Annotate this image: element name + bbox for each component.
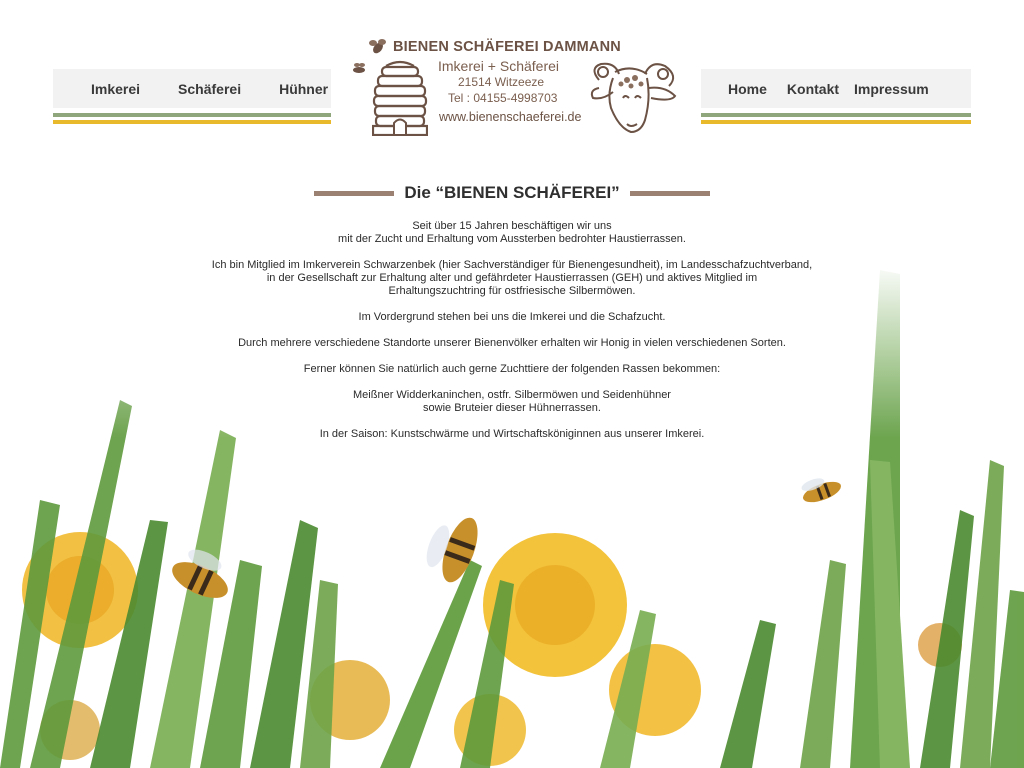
intro-paragraph bbox=[130, 337, 894, 350]
intro-line: Im Vordergrund stehen bei uns die Imkerei und die Schafzucht. bbox=[358, 311, 666, 323]
intro-paragraph bbox=[130, 428, 894, 441]
intro-line: Ferner können Sie natürlich auch gerne Zuchttiere der folgenden Rassen bekommen: bbox=[303, 363, 721, 375]
nav-link-huehner[interactable]: Hühner bbox=[279, 80, 329, 97]
nav-link-imkerei[interactable]: Imkerei bbox=[91, 80, 141, 97]
intro-line: In der Saison: Kunstschwärme und Wirtschaftsköniginnen aus unserer Imkerei. bbox=[319, 428, 705, 440]
nav-right-stripes bbox=[701, 113, 971, 127]
intro-paragraph bbox=[130, 259, 894, 298]
intro-paragraph bbox=[130, 220, 894, 246]
intro-line: Meißner Widderkaninchen, ostfr. Silbermöwen und Seidenhühner bbox=[353, 389, 671, 401]
intro-paragraph bbox=[130, 389, 894, 415]
logo-phone: Tel : 04155-4998703 bbox=[448, 91, 558, 105]
logo-subtitle: Imkerei + Schäferei bbox=[438, 58, 559, 74]
intro-line: Erhaltungszuchtring für ostfriesische Silbermöwen. bbox=[388, 285, 636, 297]
intro-line: in der Gesellschaft zur Erhaltung alter und gefährdeter Haustierrassen (GEH) und aktives Mitglied im bbox=[266, 272, 758, 284]
heading-bar-right bbox=[630, 191, 710, 196]
logo-address: 21514 Witzeeze bbox=[458, 75, 545, 89]
intro-line: sowie Bruteier dieser Hühnerrassen. bbox=[423, 402, 601, 414]
intro-text bbox=[130, 220, 894, 454]
bee-small-icon bbox=[349, 61, 369, 77]
bee-icon bbox=[367, 36, 389, 58]
logo-url: www.bienenschaeferei.de bbox=[439, 110, 582, 124]
heading-row bbox=[0, 183, 1024, 203]
nav-link-impressum[interactable]: Impressum bbox=[854, 80, 929, 97]
nav-left bbox=[53, 69, 331, 108]
page-title: Die “BIENEN SCHÄFEREI” bbox=[404, 183, 620, 202]
heading-bar-left bbox=[314, 191, 394, 196]
nav-right bbox=[701, 69, 971, 108]
intro-line: mit der Zucht und Erhaltung vom Aussterben bedrohter Haustierrassen. bbox=[338, 233, 686, 245]
nav-link-home[interactable]: Home bbox=[728, 80, 767, 97]
site-logo[interactable] bbox=[345, 34, 685, 144]
intro-line: Ich bin Mitglied im Imkerverein Schwarzenbek (hier Sachverständiger für Bienengesundheit), im Landesschafzuchtverband, bbox=[211, 259, 813, 271]
sheep-icon bbox=[585, 58, 681, 136]
nav-left-stripes bbox=[53, 113, 331, 127]
nav-link-kontakt[interactable]: Kontakt bbox=[786, 80, 840, 97]
intro-paragraph bbox=[130, 311, 894, 324]
logo-title: BIENEN SCHÄFEREI DAMMANN bbox=[393, 39, 621, 55]
beehive-icon bbox=[372, 60, 428, 136]
intro-line: Durch mehrere verschiedene Standorte unserer Bienenvölker erhalten wir Honig in vielen verschiedenen Sorten. bbox=[238, 337, 786, 349]
intro-paragraph bbox=[130, 363, 894, 376]
intro-line: Seit über 15 Jahren beschäftigen wir uns bbox=[412, 220, 612, 232]
nav-link-schaeferei[interactable]: Schäferei bbox=[178, 80, 242, 97]
